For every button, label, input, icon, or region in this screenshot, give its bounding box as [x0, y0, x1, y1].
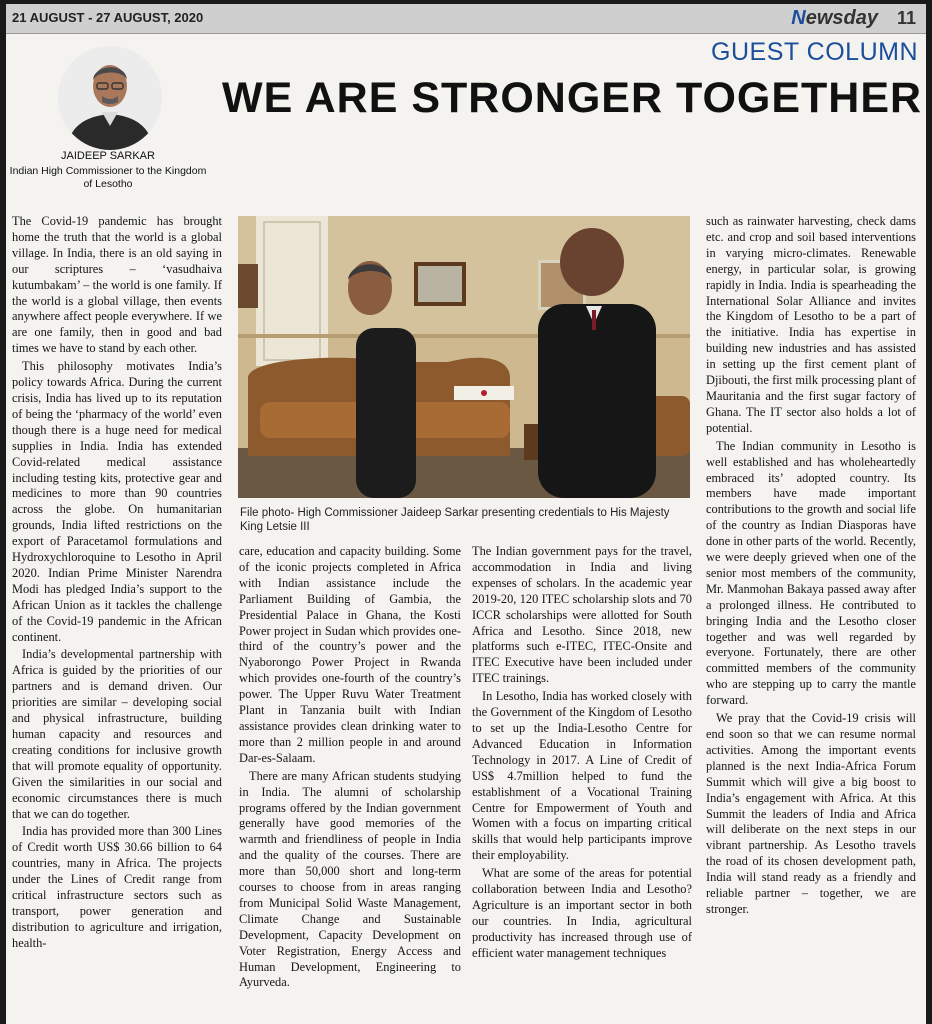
- paragraph: We pray that the Covid-19 crisis will end soon so that we can resume normal activities. Among the important events planned is the next India-Africa Forum Summit which will give a big boost to India’s engagement with Africa. At this Summit the leaders of India and Africa will deliberate on the next steps in our vibrant partnership. As Lesotho travels the road of its chosen development path, India will stand ready as a friendly and reliable partner – together, we are stronger.: [706, 711, 916, 916]
- paragraph: India’s developmental partnership with Africa is guided by the priorities of our partners and is demand driven. Our priorities are similar – developing social and physical infrastructure, building human capacity and resources and creating conditions for inclusive growth that will promote equality of opportunity. Given the similarities in our social and economic circumstances there is much that we can do together.: [12, 647, 222, 821]
- headline: WE ARE STRONGER TOGETHER: [222, 74, 923, 122]
- issue-dates: 21 AUGUST - 27 AUGUST, 2020: [12, 10, 204, 25]
- credentials-photo: [238, 216, 690, 498]
- paragraph: The Indian government pays for the travel, accommodation in India and living expenses of scholars. In the academic year 2019-20, 120 ITEC scholarship slots and 70 ICCR scholarships were allotted for South Africa and Lesotho. Since 2018, new platforms such e-ITEC, ITEC-Onsite and ITEC Executive have been included under ITEC trainings.: [472, 544, 692, 686]
- paragraph: There are many African students studying in India. The alumni of scholarship programs offered by the Indian government generally have good memories of the warmth and friendliness of people in India and the quality of the courses. There are more than 50,000 short and long-term courses to choose from in areas ranging from Municipal Solid Waste Management, Climate Change and Sustainable Development, Capacity Development on Voter Registration, Energy Access and Human Development, Engineering to Ayurveda.: [239, 768, 461, 990]
- masthead-logo: Newsday: [791, 7, 878, 29]
- author-name: JAIDEEP SARKAR: [61, 150, 155, 162]
- author-role: Indian High Commissioner to the Kingdom of Lesotho: [9, 165, 207, 190]
- paragraph: care, education and capacity building. Some of the iconic projects completed in Africa with Indian assistance include the Parliament Building of Gambia, the Presidential Palace in Ghana, the Kosti Power project in Sudan which provides one-third of the country’s power and the Nyaborongo Power Project in Rwanda which provides one-fourth of the country’s power. The Upper Ruvu Water Treatment Plant in Tanzania built with Indian assistance provides clean drinking water to more than 2 million people in and around Dar-es-Salaam.: [239, 544, 461, 765]
- article-column-2: [239, 544, 461, 1024]
- page-header-bar: [6, 4, 926, 34]
- paragraph: India has provided more than 300 Lines of Credit worth US$ 30.66 billion to 64 countries, many in Africa. The projects under the Lines of Credit range from critical infrastructure sectors such as transport, power generation and distribution to agriculture and irrigation, health-: [12, 824, 222, 950]
- paragraph: This philosophy motivates India’s policy towards Africa. During the current crisis, India has lived up to its reputation of being the ‘pharmacy of the world’ even though there is a huge need for medical supplies in India. India has extended Covid-related medical assistance including testing kits, protective gear and medicines to more than 90 countries across the globe. On humanitarian grounds, India lifted restrictions on the export of Paracetamol formulations and Hydroxychloroquine to Lesotho in April 2020. Indian Prime Minister Narendra Modi has pledged India’s support to the African Union as it tackles the challenge of the Covid-19 pandemic in the African continent.: [12, 359, 222, 644]
- page-number: 11: [896, 8, 916, 28]
- paragraph: such as rainwater harvesting, check dams etc. and crop and soil based interventions in varying micro-climates. Renewable energy, in particular solar, is growing rapidly in India. India is spearheading the International Solar Alliance and invites the Kingdom of Lesotho to be a part of the initiative. India has expertise in building new industries and has assisted in setting up the first cement plant of Djibouti, the first milk processing plant of Mauritania and the first sugar factory of Ghana. The IT sector also holds a lot of potential.: [706, 214, 916, 435]
- newspaper-page: [6, 4, 926, 1024]
- photo-caption: File photo- High Commissioner Jaideep Sarkar presenting credentials to His Majesty King Letsie III: [240, 507, 670, 533]
- article-column-4: [706, 214, 916, 1024]
- author-portrait: [58, 46, 162, 150]
- paragraph: In Lesotho, India has worked closely with the Government of the Kingdom of Lesotho to set up the India-Lesotho Centre for Advanced Education in Information Technology in 2017. A Line of Credit of US$ 4.7million helped to fund the establishment of a Vocational Training Centre for Empowerment of Youth and Women with a focus on imparting critical skills that would help participants improve their employability.: [472, 689, 692, 863]
- paragraph: What are some of the areas for potential collaboration between India and Lesotho? Agriculture is an important sector in both our countries. In India, agricultural productivity has increased through use of efficient water management techniques: [472, 866, 692, 960]
- paragraph: The Covid-19 pandemic has brought home the truth that the world is a global village. In India, there is an old saying in our scriptures – ‘vasudhaiva kutumbakam’ – the world is one family. If the world is a global village, then events anywhere affect people everywhere. If we are one family, then in good and bad times we have to stand by each other.: [12, 214, 222, 356]
- article-column-1: [12, 214, 222, 1024]
- section-label: GUEST COLUMN: [711, 38, 918, 66]
- article-column-3: [472, 544, 692, 1024]
- paragraph: The Indian community in Lesotho is well established and has wholeheartedly embraced its’ adopted country. Its members have made important contributions to the growth and social life of the country as Indian Diasporas have done in other parts of the world. Recently, we were deeply grieved when one of the senior most members of the community, Mr. Manmohan Bakaya passed away after a prolonged illness. He contributed to bringing India and the Lesotho closer together and was well regarded by everyone. Fortunately, there are other committed members of the community who are stepping up to carry the mantle forward.: [706, 438, 916, 708]
